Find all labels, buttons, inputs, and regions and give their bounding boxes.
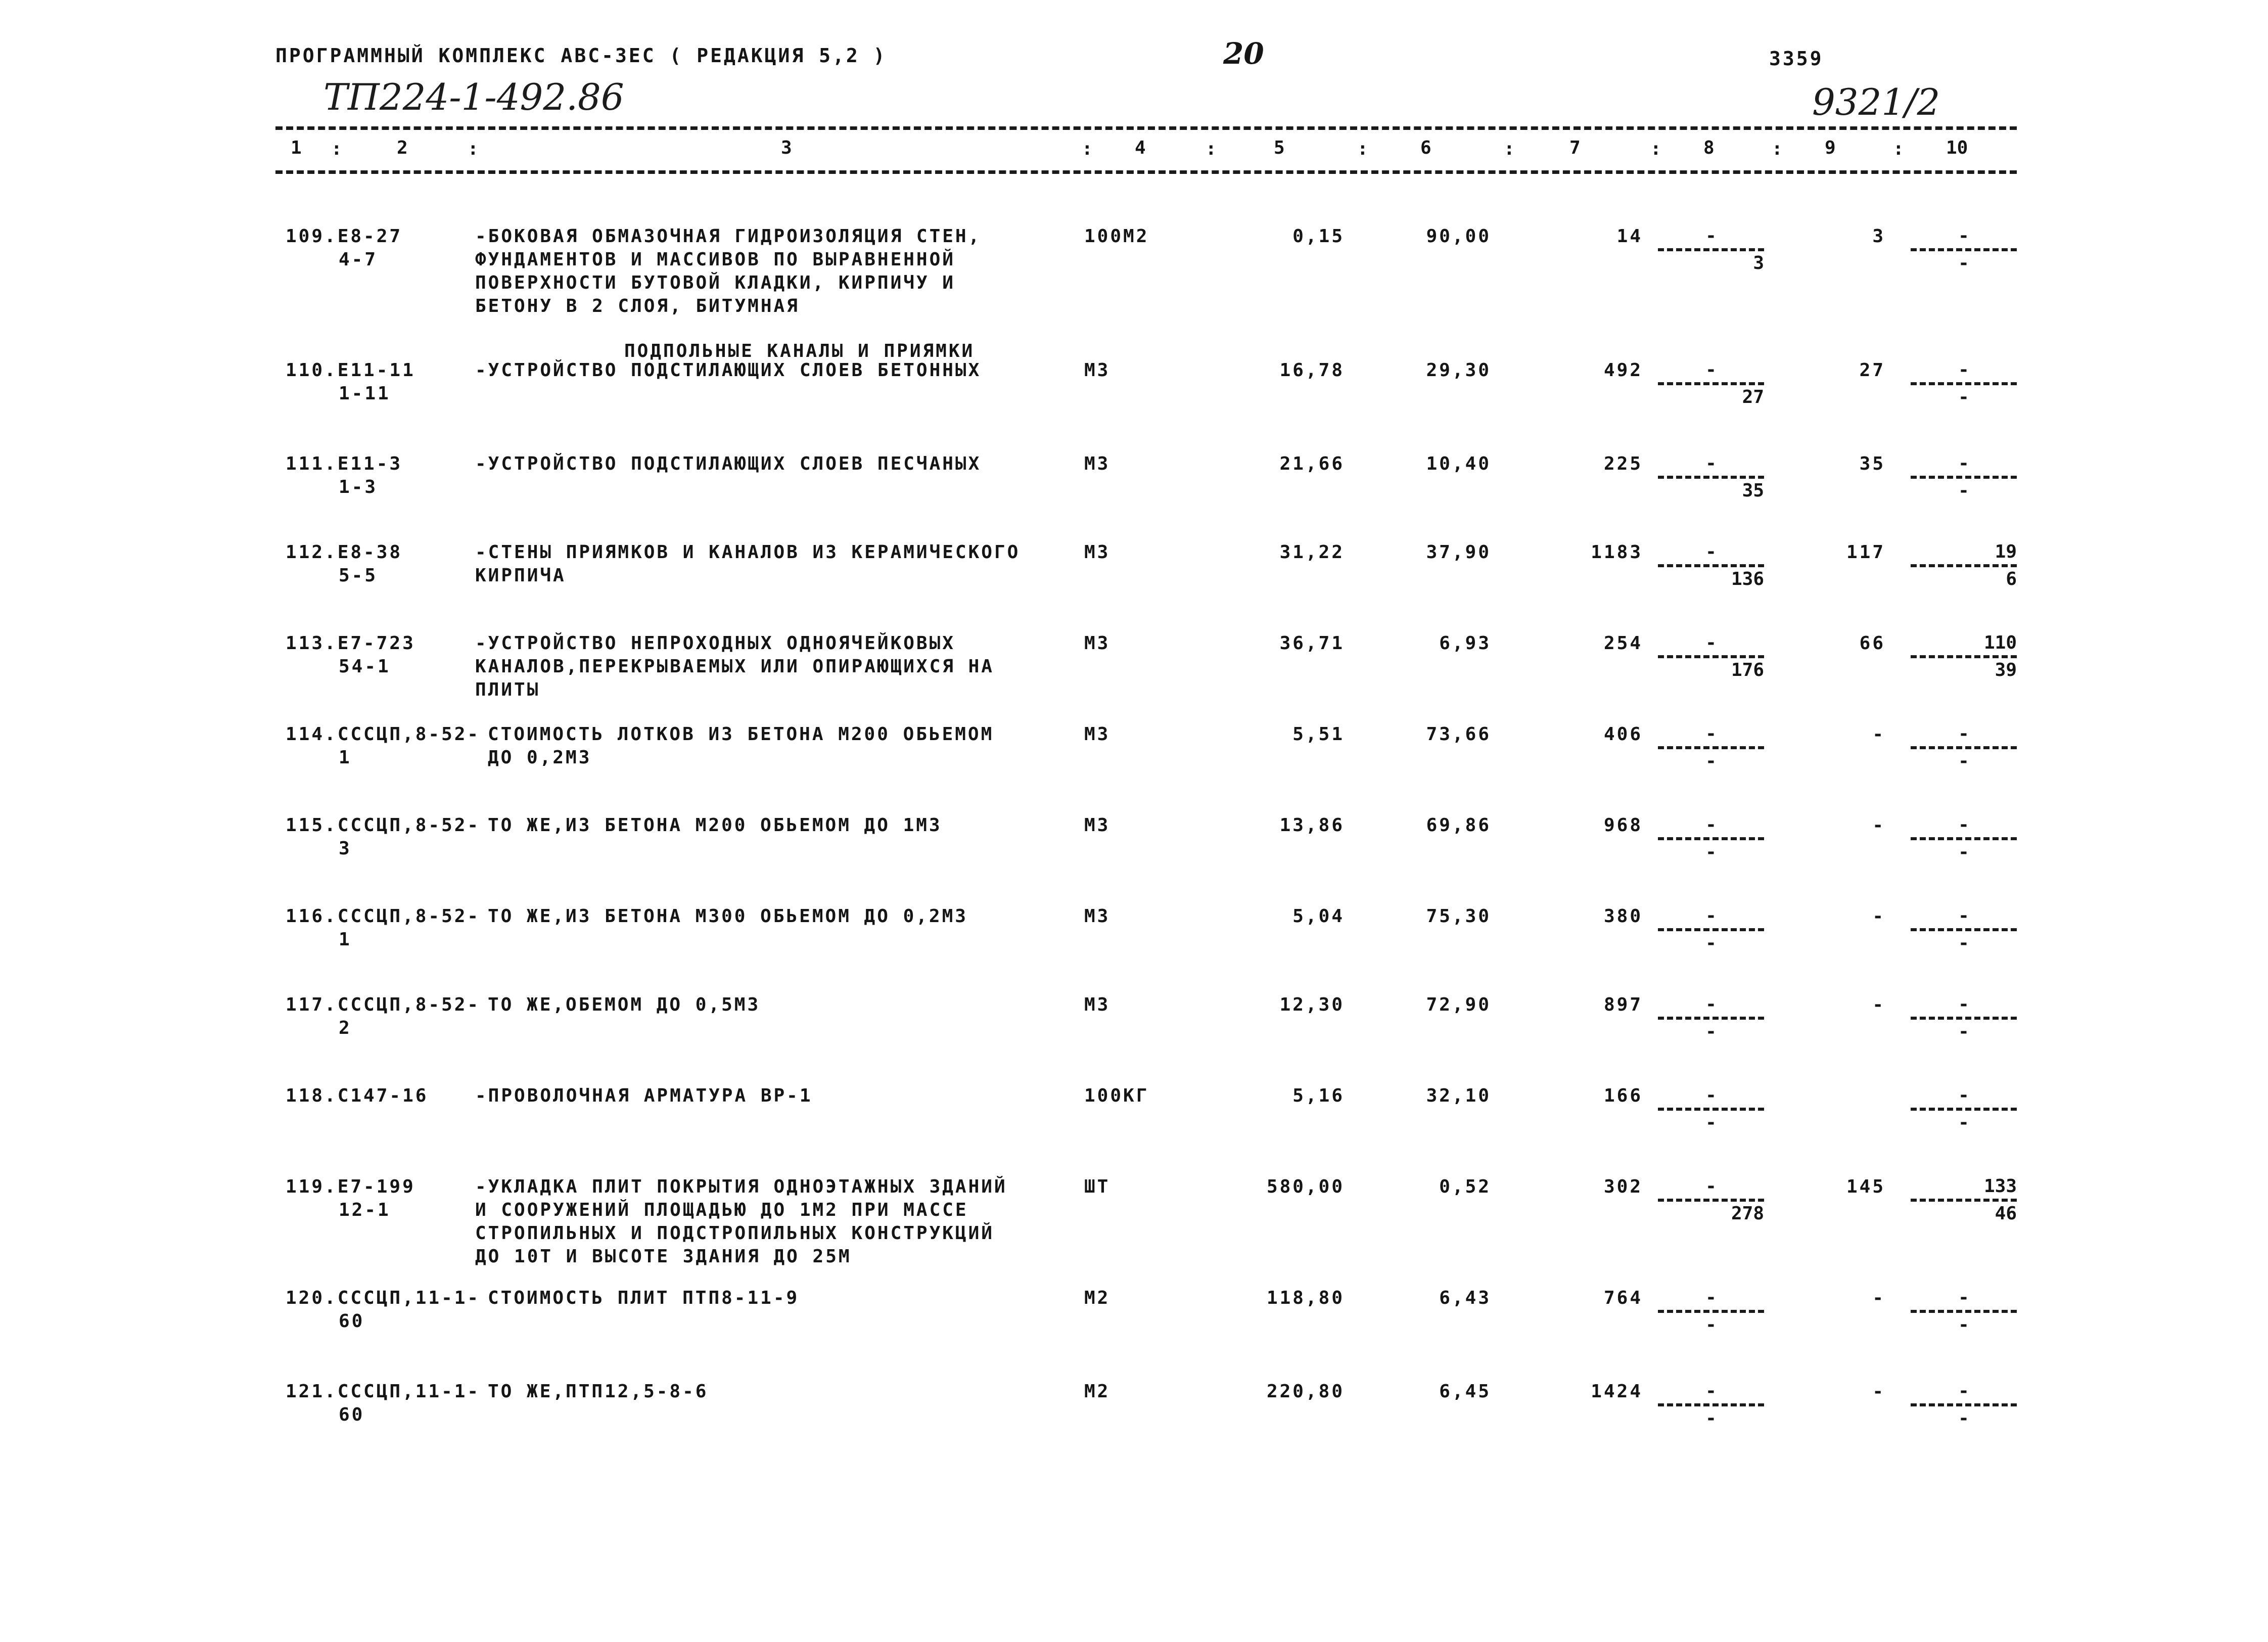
fraction-bottom: - (1958, 1314, 1969, 1335)
fraction-line (1911, 1310, 2017, 1313)
fraction-line (1911, 1403, 2017, 1406)
fraction-line (1911, 564, 2017, 567)
fraction-top: - (1958, 723, 1969, 744)
unit: М2 (1084, 1381, 1110, 1402)
fraction-col-10 (1911, 359, 2017, 408)
fraction-bottom: 3 (1753, 253, 1764, 273)
fraction-col-10 (1911, 225, 2017, 275)
fraction-line (1911, 1108, 2017, 1111)
item-subcode: 1-3 (339, 477, 378, 497)
fraction-bottom: 136 (1731, 569, 1764, 589)
column-number: 9 (1825, 138, 1836, 158)
item-description: СТОИМОСТЬ ПЛИТ ПТП8-11-9 (488, 1288, 800, 1308)
fraction-bottom: - (1958, 1408, 1969, 1429)
doc-ref: 9321/2 (1812, 81, 1940, 123)
unit-price: 32,10 (1426, 1085, 1491, 1106)
column-number: 8 (1703, 138, 1715, 158)
header-rule-top (275, 126, 2017, 130)
col-9-value: - (1872, 994, 1885, 1015)
column-separator: : (1357, 139, 1368, 159)
fraction-top: - (1958, 814, 1969, 835)
unit-price: 37,90 (1426, 542, 1491, 563)
item-description: -СТЕНЫ ПРИЯМКОВ И КАНАЛОВ ИЗ КЕРАМИЧЕСКОГО КИРПИЧА (475, 542, 1021, 586)
item-subcode: 3 (339, 838, 352, 859)
item-code: 117.СССЦП,8-52- (286, 994, 481, 1015)
fraction-top: - (1705, 994, 1717, 1015)
column-separator: : (1082, 139, 1093, 159)
quantity: 12,30 (1279, 994, 1345, 1015)
quantity: 220,80 (1266, 1381, 1345, 1402)
fraction-line (1911, 928, 2017, 931)
column-number: 2 (397, 138, 408, 158)
item-description: ТО ЖЕ,ОБЕМОМ ДО 0,5М3 (488, 994, 761, 1015)
quantity: 5,16 (1292, 1085, 1345, 1106)
fraction-line (1658, 476, 1764, 479)
col-9-value: 35 (1859, 453, 1885, 474)
fraction-bottom: - (1958, 387, 1969, 407)
fraction-col-8 (1658, 1380, 1764, 1430)
fraction-col-10 (1911, 1084, 2017, 1134)
item-description: ТО ЖЕ,ПТП12,5-8-6 (488, 1381, 709, 1402)
col-9-value: - (1872, 724, 1885, 745)
fraction-col-10 (1911, 1380, 2017, 1430)
fraction-col-10 (1911, 905, 2017, 954)
col-9-value: 27 (1859, 360, 1885, 381)
item-subcode: 12-1 (339, 1200, 391, 1220)
column-number: 6 (1420, 138, 1431, 158)
fraction-top: 133 (1983, 1176, 2017, 1197)
fraction-col-8 (1658, 1084, 1764, 1134)
column-separator: : (1772, 139, 1783, 159)
item-subcode: 54-1 (339, 656, 391, 677)
fraction-line (1658, 382, 1764, 385)
unit: М3 (1084, 542, 1110, 563)
fraction-top: - (1958, 1287, 1969, 1308)
item-code: 120.СССЦП,11-1- (286, 1288, 481, 1308)
item-code: 114.СССЦП,8-52- (286, 724, 481, 745)
unit-price: 6,93 (1439, 633, 1491, 654)
item-subcode: 60 (339, 1404, 365, 1425)
program-header: ПРОГРАММНЫЙ КОМПЛЕКС АВС-3ЕС ( РЕДАКЦИЯ 5,2 ) (275, 44, 887, 67)
fraction-bottom: - (1705, 751, 1717, 771)
quantity: 0,15 (1292, 226, 1345, 247)
fraction-col-10 (1911, 814, 2017, 863)
fraction-line (1658, 564, 1764, 567)
unit: М3 (1084, 815, 1110, 836)
item-code: 118.С147-16 (286, 1085, 429, 1106)
fraction-top: - (1958, 225, 1969, 246)
column-separator: : (1206, 139, 1217, 159)
unit-price: 90,00 (1426, 226, 1491, 247)
fraction-bottom: - (1958, 1112, 1969, 1133)
fraction-col-8 (1658, 723, 1764, 772)
fraction-top: - (1705, 453, 1717, 474)
total-cost: 897 (1603, 994, 1643, 1015)
total-cost: 302 (1603, 1176, 1643, 1197)
item-description: СТОИМОСТЬ ЛОТКОВ ИЗ БЕТОНА М200 ОБЬЕМОМ ДО 0,2М3 (488, 724, 994, 768)
fraction-line (1658, 655, 1764, 658)
unit-price: 73,66 (1426, 724, 1491, 745)
unit-price: 6,43 (1439, 1288, 1491, 1308)
total-cost: 1424 (1591, 1381, 1643, 1402)
item-description: -ПРОВОЛОЧНАЯ АРМАТУРА ВР-1 (475, 1085, 813, 1106)
col-9-value: 145 (1846, 1176, 1885, 1197)
item-code: 119.Е7-199 (286, 1176, 415, 1197)
column-separator: : (468, 139, 479, 159)
col-9-value: 66 (1859, 633, 1885, 654)
fraction-line (1911, 1017, 2017, 1020)
fraction-col-8 (1658, 814, 1764, 863)
fraction-top: - (1705, 814, 1717, 835)
fraction-top: - (1705, 1085, 1717, 1106)
unit-price: 69,86 (1426, 815, 1491, 836)
fraction-top: - (1705, 541, 1717, 562)
total-cost: 380 (1603, 906, 1643, 927)
quantity: 31,22 (1279, 542, 1345, 563)
fraction-col-8 (1658, 225, 1764, 275)
fraction-col-10 (1911, 1287, 2017, 1336)
fraction-col-10 (1911, 993, 2017, 1043)
fraction-col-8 (1658, 1175, 1764, 1225)
unit: М3 (1084, 724, 1110, 745)
fraction-line (1911, 1199, 2017, 1202)
item-subcode: 4-7 (339, 249, 378, 270)
fraction-line (1658, 746, 1764, 749)
fraction-top: - (1958, 905, 1969, 926)
fraction-top: - (1705, 1381, 1717, 1401)
column-number: 4 (1135, 138, 1146, 158)
quantity: 5,04 (1292, 906, 1345, 927)
item-code: 110.Е11-11 (286, 360, 415, 381)
item-code: 113.Е7-723 (286, 633, 415, 654)
item-description: ТО ЖЕ,ИЗ БЕТОНА М300 ОБЬЕМОМ ДО 0,2М3 (488, 906, 968, 927)
col-9-value: - (1872, 815, 1885, 836)
column-separator: : (1893, 139, 1904, 159)
fraction-bottom: 35 (1742, 480, 1764, 501)
fraction-bottom: - (1958, 751, 1969, 771)
fraction-line (1911, 248, 2017, 251)
unit: 100КГ (1084, 1085, 1149, 1106)
unit: М2 (1084, 1288, 1110, 1308)
unit: М3 (1084, 633, 1110, 654)
fraction-col-8 (1658, 993, 1764, 1043)
fraction-bottom: - (1958, 933, 1969, 953)
fraction-bottom: 6 (2006, 569, 2017, 589)
fraction-col-8 (1658, 359, 1764, 408)
quantity: 21,66 (1279, 453, 1345, 474)
column-number: 10 (1946, 138, 1968, 158)
item-subcode: 1-11 (339, 383, 391, 404)
fraction-bottom: - (1958, 1021, 1969, 1042)
fraction-top: - (1705, 905, 1717, 926)
item-code: 111.Е11-3 (286, 453, 403, 474)
quantity: 36,71 (1279, 633, 1345, 654)
column-separator: : (331, 139, 342, 159)
unit: М3 (1084, 994, 1110, 1015)
fraction-col-10 (1911, 541, 2017, 590)
fraction-top: - (1705, 359, 1717, 380)
fraction-bottom: - (1705, 1021, 1717, 1042)
sheet-number: 3359 (1769, 48, 1824, 70)
fraction-top: - (1958, 1381, 1969, 1401)
item-description: -УСТРОЙСТВО ПОДСТИЛАЮЩИХ СЛОЕВ ПЕСЧАНЫХ (475, 453, 982, 474)
fraction-col-8 (1658, 541, 1764, 590)
col-9-value: - (1872, 1381, 1885, 1402)
fraction-bottom: - (1705, 933, 1717, 953)
unit: 100М2 (1084, 226, 1149, 247)
item-description: -УСТРОЙСТВО ПОДСТИЛАЮЩИХ СЛОЕВ БЕТОННЫХ (475, 360, 982, 381)
unit: М3 (1084, 906, 1110, 927)
col-9-value: - (1872, 906, 1885, 927)
fraction-top: - (1705, 225, 1717, 246)
item-code: 116.СССЦП,8-52- (286, 906, 481, 927)
item-code: 115.СССЦП,8-52- (286, 815, 481, 836)
fraction-col-10 (1911, 1175, 2017, 1225)
fraction-col-8 (1658, 452, 1764, 502)
fraction-col-8 (1658, 905, 1764, 954)
unit-price: 6,45 (1439, 1381, 1491, 1402)
fraction-col-10 (1911, 452, 2017, 502)
fraction-line (1911, 476, 2017, 479)
unit-price: 0,52 (1439, 1176, 1491, 1197)
fraction-line (1658, 1310, 1764, 1313)
item-description: -БОКОВАЯ ОБМАЗОЧНАЯ ГИДРОИЗОЛЯЦИЯ СТЕН, ФУНДАМЕНТОВ И МАССИВОВ ПО ВЫРАВНЕННОЙ ПОВЕРХНОСТИ БУТОВОЙ КЛАДКИ, КИРПИЧУ И БЕТОНУ В 2 СЛОЯ, БИТУМНАЯ (475, 226, 982, 316)
fraction-line (1658, 1199, 1764, 1202)
col-9-value: - (1872, 1288, 1885, 1308)
fraction-line (1658, 928, 1764, 931)
fraction-line (1911, 746, 2017, 749)
quantity: 13,86 (1279, 815, 1345, 836)
quantity: 118,80 (1266, 1288, 1345, 1308)
item-code: 112.Е8-38 (286, 542, 403, 563)
total-cost: 1183 (1591, 542, 1643, 563)
fraction-top: - (1705, 1287, 1717, 1308)
page-number: 20 (1223, 36, 1264, 71)
item-subcode: 5-5 (339, 565, 378, 586)
fraction-bottom: - (1958, 253, 1969, 273)
total-cost: 166 (1603, 1085, 1643, 1106)
column-separator: : (1650, 139, 1661, 159)
column-number: 5 (1274, 138, 1285, 158)
item-subcode: 60 (339, 1311, 365, 1332)
item-description: -УСТРОЙСТВО НЕПРОХОДНЫХ ОДНОЯЧЕЙКОВЫХ КАНАЛОВ,ПЕРЕКРЫВАЕМЫХ ИЛИ ОПИРАЮЩИХСЯ НА ПЛИТЫ (475, 633, 994, 700)
fraction-line (1658, 837, 1764, 840)
total-cost: 225 (1603, 453, 1643, 474)
fraction-line (1658, 248, 1764, 251)
fraction-bottom: - (1705, 1408, 1717, 1429)
total-cost: 406 (1603, 724, 1643, 745)
fraction-line (1658, 1017, 1764, 1020)
item-subcode: 1 (339, 929, 352, 950)
fraction-top: - (1958, 453, 1969, 474)
fraction-col-8 (1658, 1287, 1764, 1336)
fraction-line (1911, 655, 2017, 658)
unit: М3 (1084, 453, 1110, 474)
fraction-col-10 (1911, 632, 2017, 681)
fraction-bottom: 176 (1731, 660, 1764, 680)
unit-price: 72,90 (1426, 994, 1491, 1015)
fraction-bottom: - (1958, 480, 1969, 501)
fraction-top: - (1958, 994, 1969, 1015)
col-9-value: 117 (1846, 542, 1885, 563)
total-cost: 254 (1603, 633, 1643, 654)
column-number: 1 (291, 138, 302, 158)
quantity: 580,00 (1266, 1176, 1345, 1197)
item-description: -УКЛАДКА ПЛИТ ПОКРЫТИЯ ОДНОЭТАЖНЫХ ЗДАНИЙ И СООРУЖЕНИЙ ПЛОЩАДЬЮ ДО 1М2 ПРИ МАССЕ СТРОПИЛЬНЫХ И ПОДСТРОПИЛЬНЫХ КОНСТРУКЦИЙ ДО 10Т И ВЫСОТЕ ЗДАНИЯ ДО 25М (475, 1176, 1007, 1267)
fraction-bottom: 39 (1995, 660, 2017, 680)
fraction-line (1658, 1403, 1764, 1406)
doc-code: ТП224-1-492.86 (323, 76, 624, 118)
fraction-top: 110 (1983, 632, 2017, 653)
column-separator: : (1504, 139, 1515, 159)
fraction-line (1911, 837, 2017, 840)
fraction-line (1911, 382, 2017, 385)
column-number: 3 (781, 138, 792, 158)
unit-price: 75,30 (1426, 906, 1491, 927)
fraction-top: - (1958, 359, 1969, 380)
quantity: 16,78 (1279, 360, 1345, 381)
fraction-col-10 (1911, 723, 2017, 772)
fraction-col-8 (1658, 632, 1764, 681)
fraction-top: 19 (1995, 541, 2017, 562)
fraction-top: - (1705, 1176, 1717, 1197)
fraction-bottom: - (1705, 1112, 1717, 1133)
fraction-top: - (1705, 723, 1717, 744)
fraction-line (1658, 1108, 1764, 1111)
col-9-value: 3 (1872, 226, 1885, 247)
unit-price: 10,40 (1426, 453, 1491, 474)
fraction-bottom: - (1705, 1314, 1717, 1335)
quantity: 5,51 (1292, 724, 1345, 745)
fraction-bottom: - (1958, 842, 1969, 862)
item-subcode: 1 (339, 747, 352, 768)
fraction-bottom: - (1705, 842, 1717, 862)
fraction-top: - (1958, 1085, 1969, 1106)
total-cost: 968 (1603, 815, 1643, 836)
item-description: ТО ЖЕ,ИЗ БЕТОНА М200 ОБЬЕМОМ ДО 1М3 (488, 815, 942, 836)
total-cost: 492 (1603, 360, 1643, 381)
unit-price: 29,30 (1426, 360, 1491, 381)
section-title: ПОДПОЛЬНЫЕ КАНАЛЫ И ПРИЯМКИ (624, 341, 975, 361)
fraction-bottom: 46 (1995, 1203, 2017, 1224)
fraction-bottom: 278 (1731, 1203, 1764, 1224)
total-cost: 764 (1603, 1288, 1643, 1308)
fraction-top: - (1705, 632, 1717, 653)
item-subcode: 2 (339, 1018, 352, 1038)
fraction-bottom: 27 (1742, 387, 1764, 407)
total-cost: 14 (1616, 226, 1643, 247)
column-number: 7 (1569, 138, 1581, 158)
header-rule-bottom (275, 170, 2017, 174)
unit: ШТ (1084, 1176, 1110, 1197)
unit: М3 (1084, 360, 1110, 381)
item-code: 109.Е8-27 (286, 226, 403, 247)
item-code: 121.СССЦП,11-1- (286, 1381, 481, 1402)
